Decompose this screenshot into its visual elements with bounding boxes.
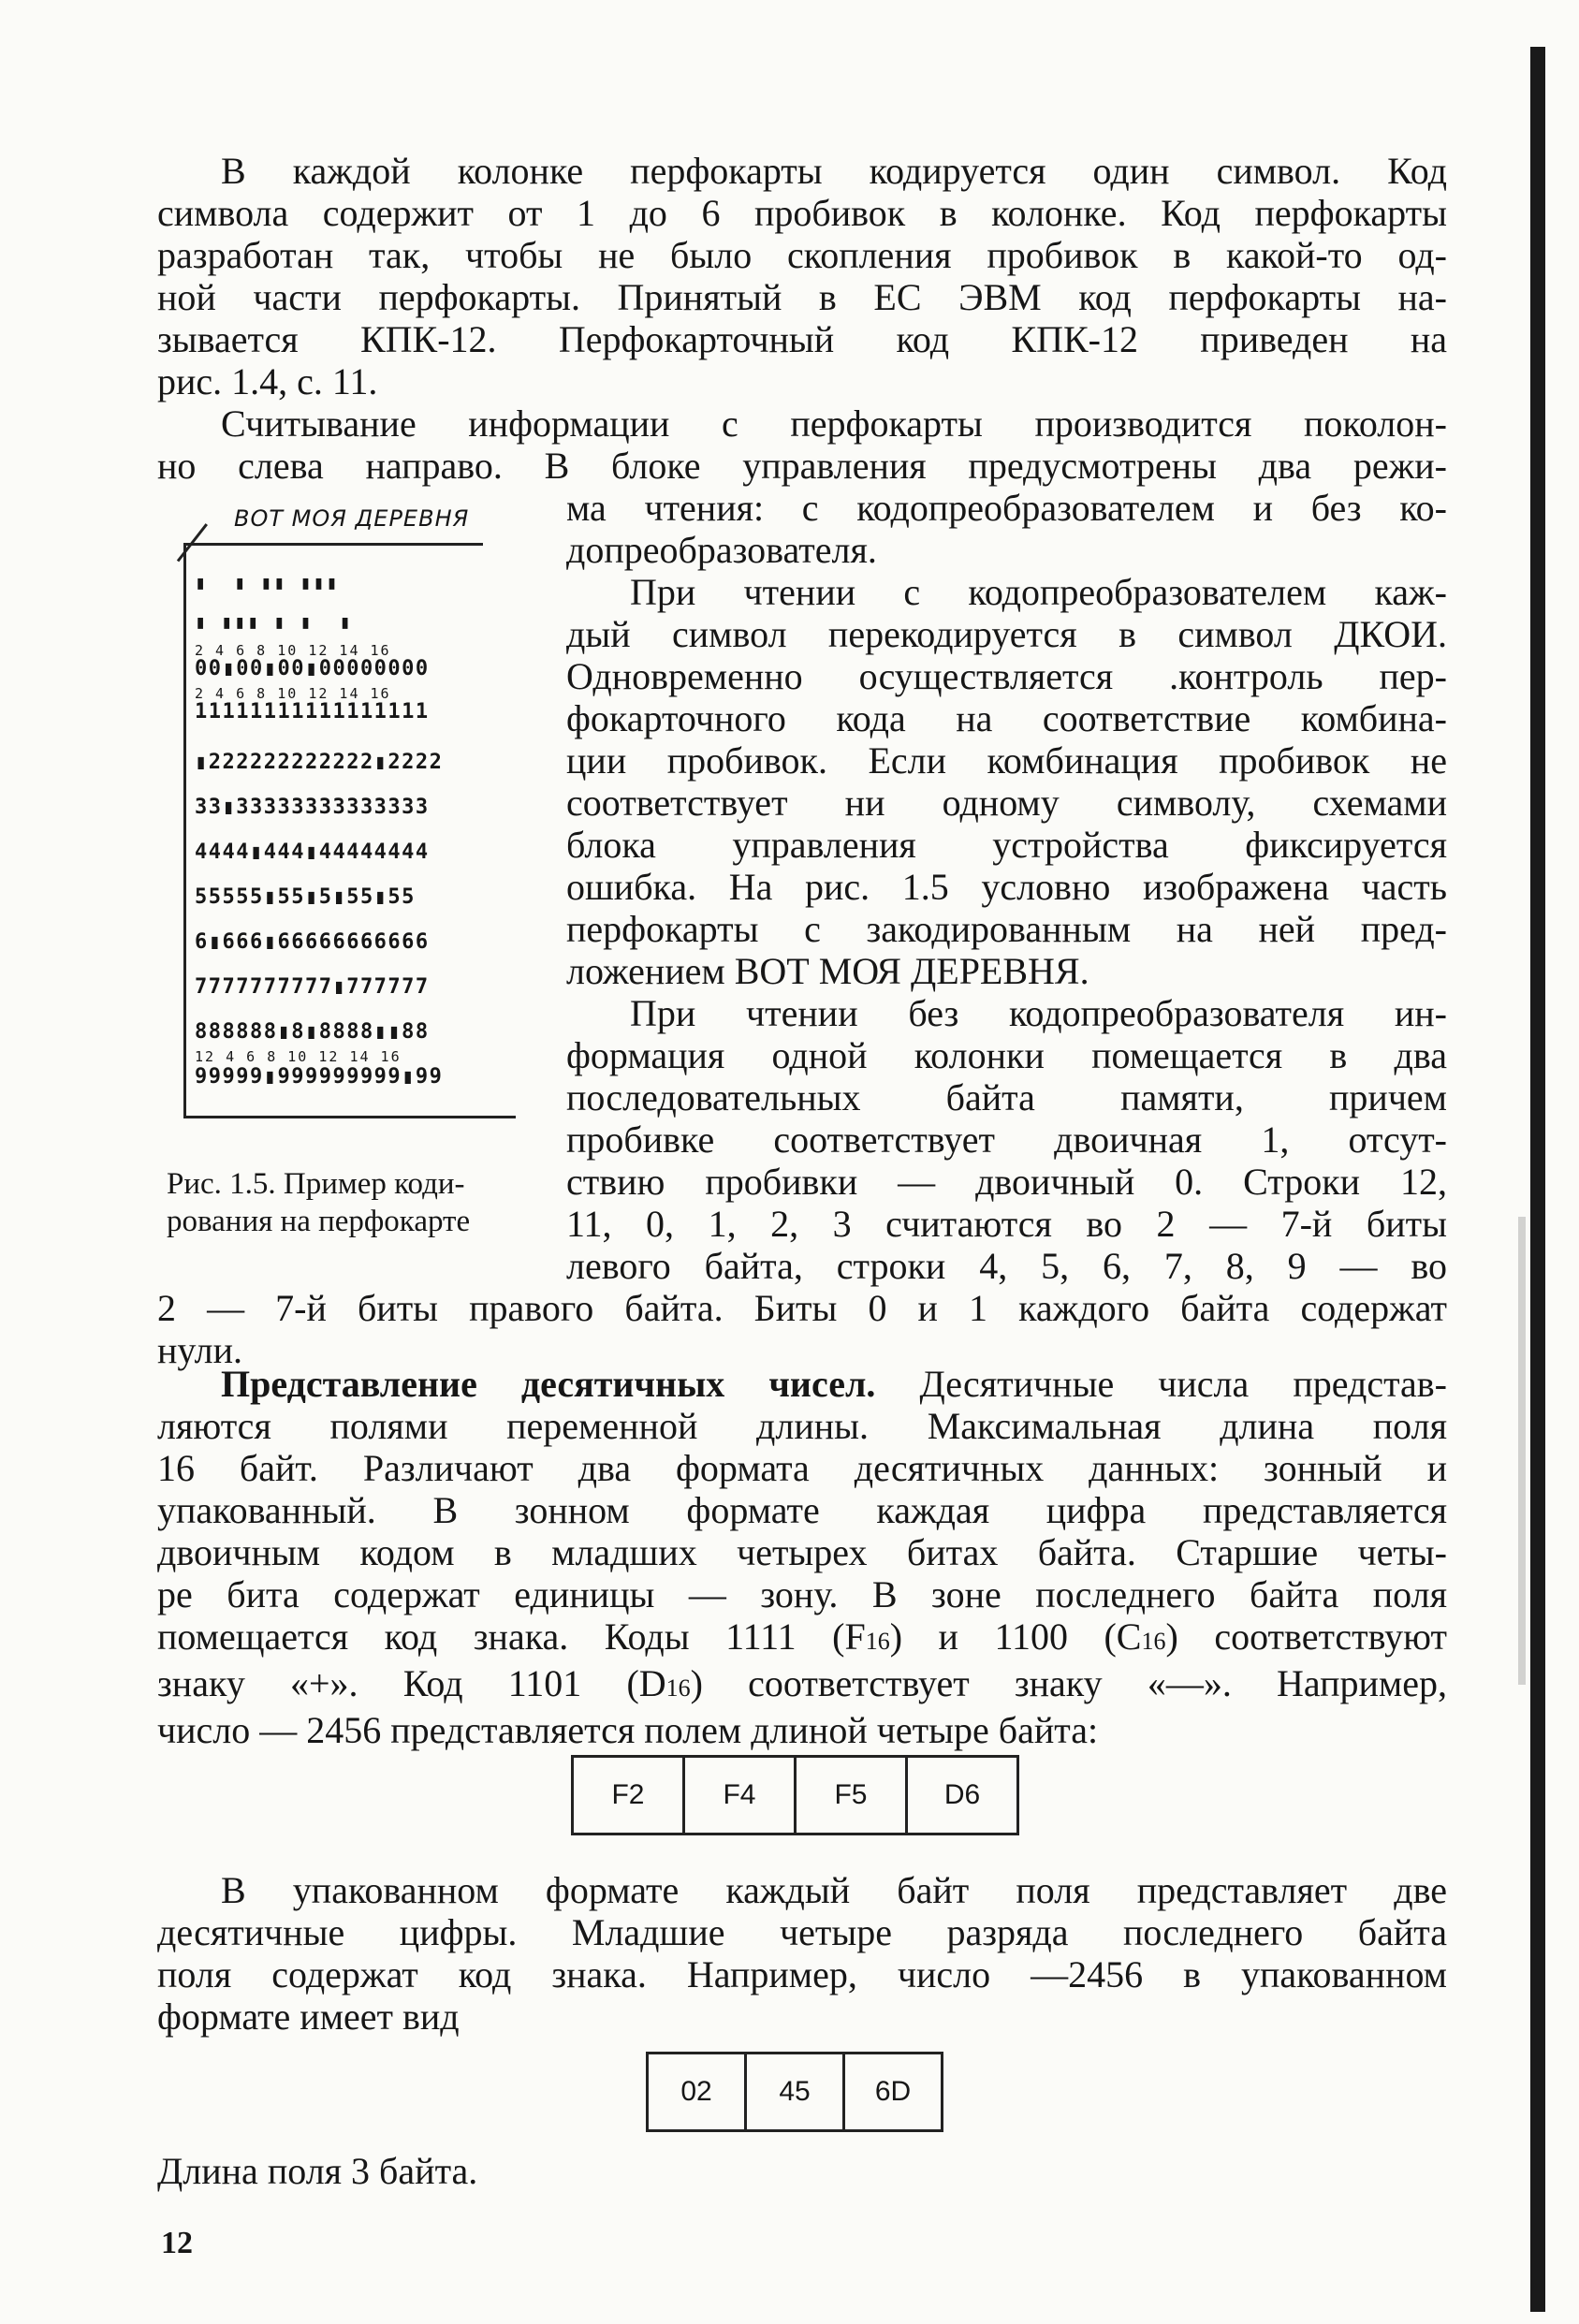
text-line: ствию пробивки — двоичный 0. Строки 12, — [566, 1161, 1447, 1203]
text-fragment: знаку «+». Код 1101 (D — [157, 1662, 666, 1704]
byte-cell: F5 — [794, 1758, 905, 1833]
text-line: но слева направо. В блоке управления предусмотрены два режи- — [157, 445, 1447, 487]
byte-cell: 6D — [842, 2054, 943, 2129]
paragraph-packed-format — [157, 1869, 1447, 2038]
subscript: 16 — [1141, 1628, 1166, 1655]
text-line: соответствует ни одному символу, схемами — [566, 782, 1447, 824]
text-line: нули. — [157, 1329, 243, 1371]
card-row-7: 7777777777▮777777 — [195, 975, 430, 999]
card-row-5: 55555▮55▮5▮55▮55 — [195, 885, 416, 909]
text-line — [157, 1363, 1447, 1405]
byte-cell: 45 — [744, 2054, 842, 2129]
section-heading: Представление десятичных чисел. — [221, 1363, 876, 1405]
text-line: фокарточного кода на соответствие комбина- — [566, 697, 1447, 739]
text-line: ложением ВОТ МОЯ ДЕРЕВНЯ. — [566, 950, 1089, 992]
paragraph-decimal-numbers — [157, 1363, 1447, 1751]
card-row-2: ▮222222222222▮2222 — [195, 751, 444, 774]
text-line: левого байта, строки 4, 5, 6, 7, 8, 9 — во — [566, 1245, 1447, 1287]
card-column-numbers: 2 4 6 8 10 12 14 16 — [195, 685, 391, 702]
card-row-11: ▮ ▮▮▮ ▮ ▮ ▮ — [195, 610, 353, 633]
paragraph-with-converter — [566, 571, 1447, 992]
paragraph-encoding — [157, 150, 1447, 402]
card-row-0: 00▮00▮00▮00000000 — [195, 657, 430, 680]
card-column-numbers: 12 4 6 8 10 12 14 16 — [195, 1048, 402, 1065]
text-line: пробивке соответствует двоичная 1, отсут- — [566, 1118, 1447, 1161]
page-number: 12 — [161, 2226, 193, 2260]
text-line: В упакованном формате каждый байт поля представляет две — [221, 1869, 1447, 1911]
text-line: ре бита содержат единицы — зону. В зоне последнего байта поля — [157, 1573, 1447, 1615]
byte-cell: D6 — [905, 1758, 1019, 1833]
text-line: зывается КПК-12. Перфокарточный код КПК-12 приведен на — [157, 318, 1447, 360]
card-row-12: ▮ ▮ ▮▮ ▮▮▮ — [195, 571, 340, 593]
subscript: 16 — [665, 1674, 691, 1702]
text-line: Считывание информации с перфокарты производится поколон- — [221, 402, 1447, 445]
subscript: 16 — [865, 1628, 890, 1655]
text-fragment: помещается код знака. Коды 1111 (F — [157, 1615, 866, 1658]
paragraph-without-converter — [566, 992, 1447, 1287]
text-line: рис. 1.4, с. 11. — [157, 360, 378, 402]
text-line: При чтении с кодопреобразователем каж- — [630, 571, 1447, 613]
text-line: 11, 0, 1, 2, 3 считаются во 2 — 7-й биты — [566, 1203, 1447, 1245]
text-line: При чтении без кодопреобразователя ин- — [630, 992, 1447, 1034]
text-line: ляются полями переменной длины. Максимальная длина поля — [157, 1405, 1447, 1447]
paragraph-reading-modes — [566, 487, 1447, 571]
text-line: допреобразователя. — [566, 529, 877, 571]
card-row-6: 6▮666▮66666666666 — [195, 930, 430, 954]
text-fragment: ) и 1100 (C — [889, 1615, 1142, 1658]
text-line: Одновременно осуществляется .контроль пер- — [566, 655, 1447, 697]
scan-edge-bar — [1530, 47, 1545, 2312]
card-row-4: 4444▮444▮44444444 — [195, 840, 430, 864]
text-line: символа содержит от 1 до 6 пробивок в колонке. Код перфокарты — [157, 192, 1447, 234]
text-line — [157, 1615, 1447, 1662]
figure-caption — [167, 1165, 550, 1240]
text-line: ошибка. На рис. 1.5 условно изображена часть — [566, 866, 1447, 908]
text-line: дый символ перекодируется в символ ДКОИ. — [566, 613, 1447, 655]
text-line: разработан так, чтобы не было скопления пробивок в какой-то од- — [157, 234, 1447, 276]
text-line: формате имеет вид — [157, 1995, 460, 2038]
card-row-3: 33▮33333333333333 — [195, 796, 430, 819]
text-line: число — 2456 представляется полем длиной четыре байта: — [157, 1709, 1099, 1751]
scan-edge-shadow — [1518, 1217, 1526, 1685]
paragraph-without-converter-cont — [157, 1287, 1447, 1371]
card-column-numbers: 2 4 6 8 10 12 14 16 — [195, 642, 391, 659]
text-line — [157, 1662, 1447, 1709]
field-length-note: Длина поля 3 байта. — [157, 2150, 478, 2192]
paragraph-reading-intro — [157, 402, 1447, 487]
byte-cell: F2 — [571, 1758, 682, 1833]
text-fragment: Десятичные числа представ- — [875, 1363, 1448, 1405]
zoned-format-table — [571, 1755, 1019, 1835]
card-row-8: 888888▮8▮8888▮▮88 — [195, 1020, 430, 1044]
card-row-9: 99999▮999999999▮99 — [195, 1065, 444, 1089]
text-line: поля содержат код знака. Например, число —2456 в упакованном — [157, 1953, 1447, 1995]
figure-title: ВОТ МОЯ ДЕРЕВНЯ — [234, 505, 470, 532]
card-row-1: 11111111111111111 — [195, 700, 430, 724]
text-line: ма чтения: с кодопреобразователем и без ко- — [566, 487, 1447, 529]
text-line: блока управления устройства фиксируется — [566, 824, 1447, 866]
text-line: упакованный. В зонном формате каждая цифра представляется — [157, 1489, 1447, 1531]
text-line: десятичные цифры. Младшие четыре разряда последнего байта — [157, 1911, 1447, 1953]
text-line: формация одной колонки помещается в два — [566, 1034, 1447, 1076]
text-line: ной части перфокарты. Принятый в ЕС ЭВМ код перфокарты на- — [157, 276, 1447, 318]
text-line: последовательных байта памяти, причем — [566, 1076, 1447, 1118]
text-line: двоичным кодом в младших четырех битах байта. Старшие четы- — [157, 1531, 1447, 1573]
packed-format-table — [646, 2052, 943, 2132]
caption-line: рования на перфокарте — [167, 1205, 471, 1238]
text-fragment: ) соответствуют — [1165, 1615, 1448, 1658]
byte-cell: 02 — [646, 2054, 744, 2129]
byte-cell: F4 — [682, 1758, 794, 1833]
text-line: 2 — 7-й биты правого байта. Биты 0 и 1 каждого байта содержат — [157, 1287, 1447, 1329]
text-line: В каждой колонке перфокарты кодируется один символ. Код — [221, 150, 1447, 192]
text-line: 16 байт. Различают два формата десятичных данных: зонный и — [157, 1447, 1447, 1489]
text-line: ции пробивок. Если комбинация пробивок не — [566, 739, 1447, 782]
text-fragment: ) соответствует знаку «—». Например, — [690, 1662, 1447, 1704]
caption-line: Рис. 1.5. Пример коди- — [167, 1167, 465, 1201]
text-line: перфокарты с закодированным на ней пред- — [566, 908, 1447, 950]
